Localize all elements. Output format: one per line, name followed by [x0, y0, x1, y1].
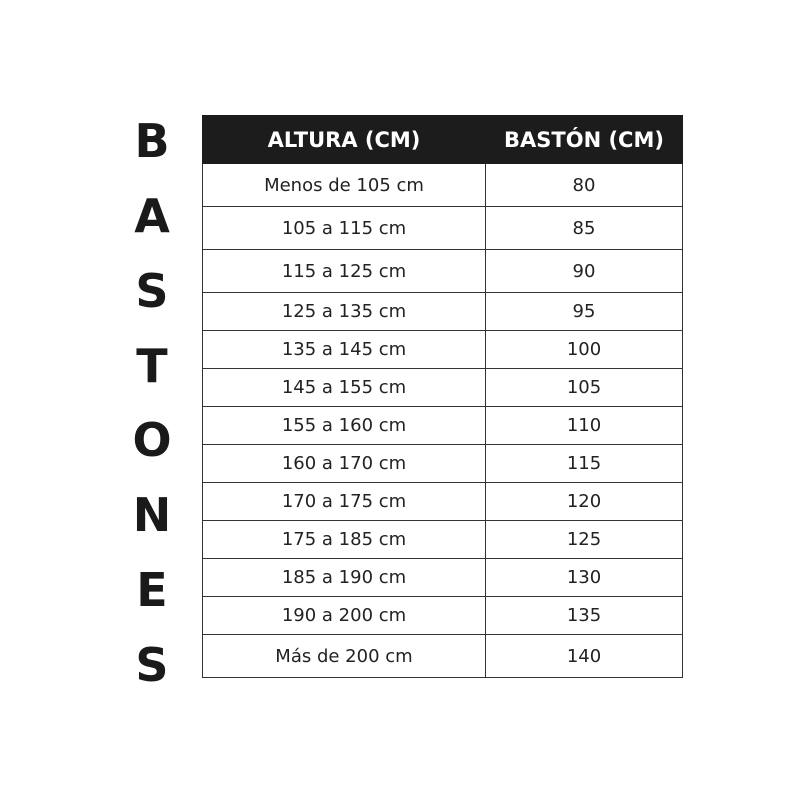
cell-baston: 85 — [486, 207, 683, 250]
title-letter: S — [135, 263, 169, 318]
title-letter: O — [132, 413, 172, 468]
table-row — [203, 250, 683, 293]
cell-altura: 135 a 145 cm — [203, 331, 486, 369]
table-body — [203, 164, 683, 678]
cell-altura: 105 a 115 cm — [203, 207, 486, 250]
cell-altura: 170 a 175 cm — [203, 483, 486, 521]
size-table — [202, 115, 683, 678]
title-letter: A — [134, 188, 170, 243]
table-row — [203, 635, 683, 678]
cell-altura: 160 a 170 cm — [203, 445, 486, 483]
cell-altura: 145 a 155 cm — [203, 369, 486, 407]
title-letter: E — [136, 563, 168, 618]
cell-baston: 80 — [486, 164, 683, 207]
table-row — [203, 164, 683, 207]
cell-baston: 140 — [486, 635, 683, 678]
cell-altura: Más de 200 cm — [203, 635, 486, 678]
table-row — [203, 521, 683, 559]
table-row — [203, 369, 683, 407]
cell-altura: 155 a 160 cm — [203, 407, 486, 445]
cell-baston: 130 — [486, 559, 683, 597]
cell-baston: 105 — [486, 369, 683, 407]
vertical-title — [130, 108, 174, 698]
cell-baston: 90 — [486, 250, 683, 293]
table-row — [203, 445, 683, 483]
table-row — [203, 407, 683, 445]
cell-baston: 120 — [486, 483, 683, 521]
cell-altura: 190 a 200 cm — [203, 597, 486, 635]
cell-baston: 100 — [486, 331, 683, 369]
table-row — [203, 293, 683, 331]
title-letter: S — [135, 637, 169, 692]
cell-altura: 185 a 190 cm — [203, 559, 486, 597]
title-letter: T — [136, 338, 168, 393]
cell-baston: 135 — [486, 597, 683, 635]
cell-baston: 125 — [486, 521, 683, 559]
cell-altura: Menos de 105 cm — [203, 164, 486, 207]
table-header — [203, 116, 683, 164]
cell-altura: 175 a 185 cm — [203, 521, 486, 559]
column-header-altura: ALTURA (CM) — [203, 116, 486, 164]
table-row — [203, 207, 683, 250]
table-row — [203, 331, 683, 369]
cell-baston: 110 — [486, 407, 683, 445]
cell-altura: 115 a 125 cm — [203, 250, 486, 293]
table-row — [203, 483, 683, 521]
column-header-baston: BASTÓN (CM) — [486, 116, 683, 164]
cell-baston: 95 — [486, 293, 683, 331]
title-letter: B — [134, 114, 170, 168]
title-letter: N — [132, 488, 172, 543]
table-row — [203, 597, 683, 635]
table-row — [203, 559, 683, 597]
cell-altura: 125 a 135 cm — [203, 293, 486, 331]
header-row — [203, 116, 683, 164]
cell-baston: 115 — [486, 445, 683, 483]
